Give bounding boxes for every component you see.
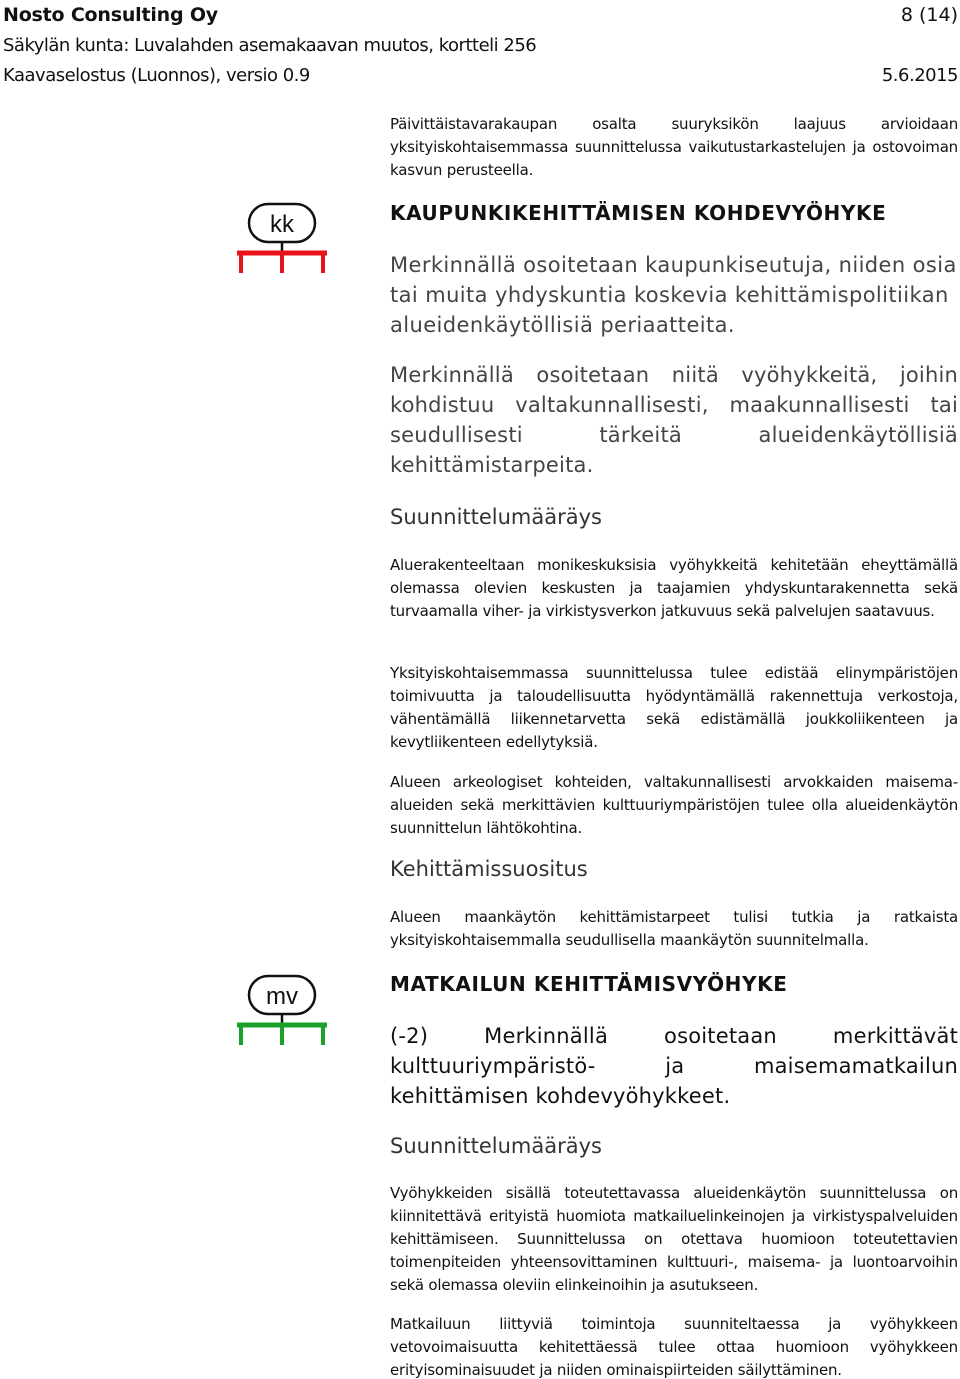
page-number: 8 (14) <box>900 4 958 26</box>
kk-description-2: Merkinnällä osoitetaan niitä vyöhykkeitä, joihin kohdistuu valtakunnallisesti, maakunnallisesti tai seudullisesti tärkeitä alueidenkäytöllisiä kehittämistarpeita. <box>390 363 958 477</box>
kk-recommendation-1: Alueen maankäytön kehittämistarpeet tulisi tutkia ja ratkaista yksityiskohtaisemmalla seudullisella maankäytön suunnitelmalla. <box>390 908 958 949</box>
mv-regulation-1: Vyöhykkeiden sisällä toteutettavassa alueidenkäytön suunnittelussa on kiinnitettävä erityistä huomiota matkailuelinkeinojen ja virkistyspalveluiden kehittämiseen. Suunnittelussa on otettava huomioon toteutettavien toimenpiteiden yhteensovittaminen kulttuuri-, maisema- ja luontoarvoihin sekä olemassa oleviin elinkeinoihin ja asutukseen. <box>390 1184 958 1294</box>
company-name: Nosto Consulting Oy <box>3 4 218 26</box>
mv-regulation-label: Suunnittelumääräys <box>390 1134 602 1158</box>
kk-recommendation-label: Kehittämissuositus <box>390 857 588 881</box>
mv-zone-symbol <box>235 971 335 1047</box>
kk-regulation-label: Suunnittelumääräys <box>390 505 602 529</box>
project-title: Säkylän kunta: Luvalahden asemakaavan muutos, kortteli 256 <box>3 34 537 56</box>
mv-regulation-2: Matkailuun liittyviä toimintoja suunniteltaessa ja vyöhykkeen vetovoimaisuutta kehitettäessä tulee ottaa huomioon vyöhykkeen erityisominaisuudet ja niiden ominaispiirteiden säilyttäminen. <box>390 1315 958 1379</box>
kk-regulation-2: Yksityiskohtaisemmassa suunnittelussa tulee edistää elinympäristöjen toimivuutta ja taloudellisuutta hyödyntämällä rakennettuja verkostoja, vähentämällä liikennetarvetta sekä edistämällä joukkoliikenteen ja kevytliikenteen edellytyksiä. <box>390 664 958 751</box>
kk-description-1: Merkinnällä osoitetaan kaupunkiseutuja, niiden osia tai muita yhdyskuntia koskevia kehittämispolitiikan alueidenkäytöllisiä periaatteita. <box>390 253 957 337</box>
mv-description-1: (-2) Merkinnällä osoitetaan merkittävät kulttuuriympäristö- ja maisemamatkailun kehittämisen kohdevyöhykkeet. <box>390 1024 958 1108</box>
kk-regulation-1: Aluerakenteeltaan monikeskuksisia vyöhykkeitä kehitetään eheyttämällä olemassa olevien keskusten ja taajamien yhdyskuntarakennetta sekä turvaamalla viher- ja virkistysverkon jatkuvuus sekä palvelujen saatavuus. <box>390 556 958 620</box>
kk-regulation-3: Alueen arkeologiset kohteiden, valtakunnallisesti arvokkaiden maisema-alueiden sekä merkittävien kulttuuriympäristöjen tulee olla alueidenkäytön suunnittelun lähtökohtina. <box>390 773 958 837</box>
mv-symbol-label: mv <box>266 983 298 1010</box>
kk-zone-symbol <box>235 199 335 275</box>
header-row-1 <box>3 0 958 30</box>
document-title: Kaavaselostus (Luonnos), versio 0.9 <box>3 64 310 86</box>
header-row-3 <box>3 60 958 90</box>
kk-symbol-label: kk <box>270 211 294 238</box>
mv-heading: MATKAILUN KEHITTÄMISVYÖHYKE <box>390 972 788 996</box>
document-date: 5.6.2015 <box>881 64 958 86</box>
kk-heading: KAUPUNKIKEHITTÄMISEN KOHDEVYÖHYKE <box>390 201 887 225</box>
page-header <box>3 0 958 90</box>
header-row-2 <box>3 30 958 60</box>
intro-paragraph: Päivittäistavarakaupan osalta suuryksikön laajuus arvioidaan yksityiskohtaisemmassa suunnittelussa vaikutustarkastelujen ja ostovoiman kasvun perusteella. <box>390 115 958 179</box>
